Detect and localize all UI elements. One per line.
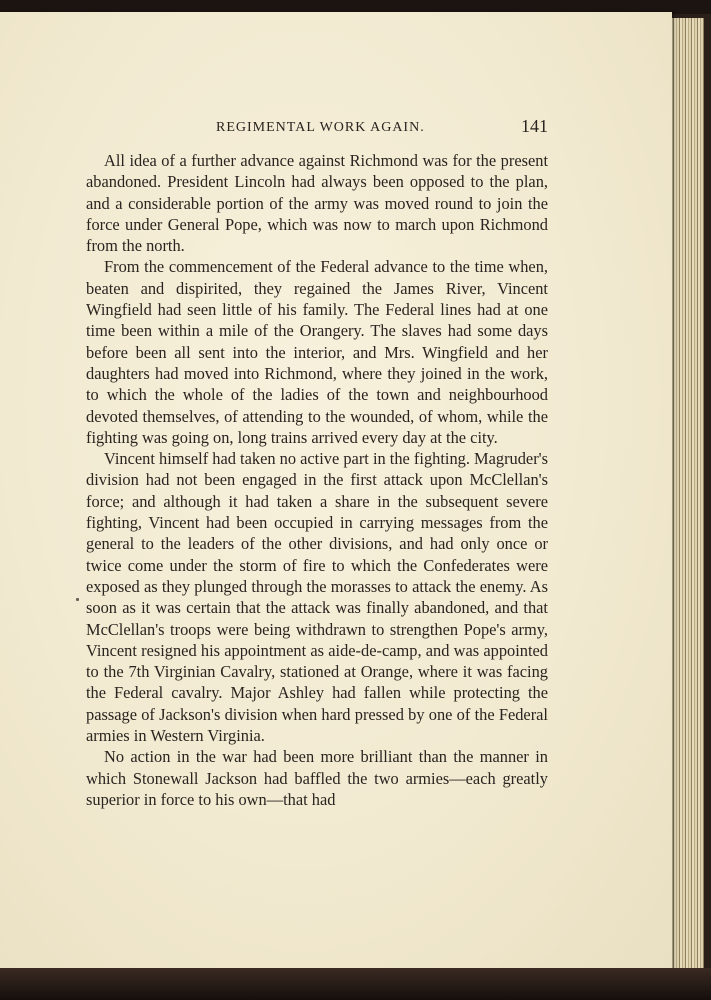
body-text: [86, 150, 548, 810]
book-edge-shadow: [704, 18, 711, 970]
page-number: 141: [521, 116, 548, 136]
page-header: [86, 116, 548, 138]
scan-bottom-border: [0, 968, 711, 1000]
paragraph: All idea of a further advance against Richmond was for the present abandoned. President Lincoln had always been opposed to the plan, and a considerable portion of the army was moved round to join the force under General Pope, which was now to march upon Richmond from the north.: [86, 151, 548, 256]
margin-mark: [76, 598, 79, 601]
paragraph: Vincent himself had taken no active part in the fighting. Magruder's division had not been engaged in the first attack upon McClellan's force; and although it had taken a share in the subsequent severe fighting, Vincent had been occupied in carrying messages from the general to the leaders of the other divisions, and had only once or twice come under the storm of fire to which the Confederates were exposed as they plunged through the morasses to attack the enemy. As soon as it was certain that the attack was finally abandoned, and that McClellan's troops were being withdrawn to strengthen Pope's army, Vincent resigned his appointment as aide-de-camp, and was appointed to the 7th Virginian Cavalry, stationed at Orange, where it was facing the Federal cavalry. Major Ashley had fallen while protecting the passage of Jackson's division when hard pressed by one of the Federal armies in Western Virginia.: [86, 449, 548, 746]
paragraph: No action in the war had been more brilliant than the manner in which Stonewall Jackson had baffled the two armies—each greatly superior in force to his own—that had: [86, 747, 548, 809]
running-head: REGIMENTAL WORK AGAIN.: [216, 120, 425, 135]
paragraph: From the commencement of the Federal advance to the time when, beaten and dispirited, they regained the James River, Vincent Wingfield had seen little of his family. The Federal lines had at one time been within a mile of the Orangery. The slaves had some days before been all sent into the interior, and Mrs. Wingfield and her daughters had moved into Richmond, where they joined in the work, to which the whole of the ladies of the town and neighbourhood devoted themselves, of attending to the wounded, of whom, while the fighting was going on, long trains arrived every day at the city.: [86, 257, 548, 447]
